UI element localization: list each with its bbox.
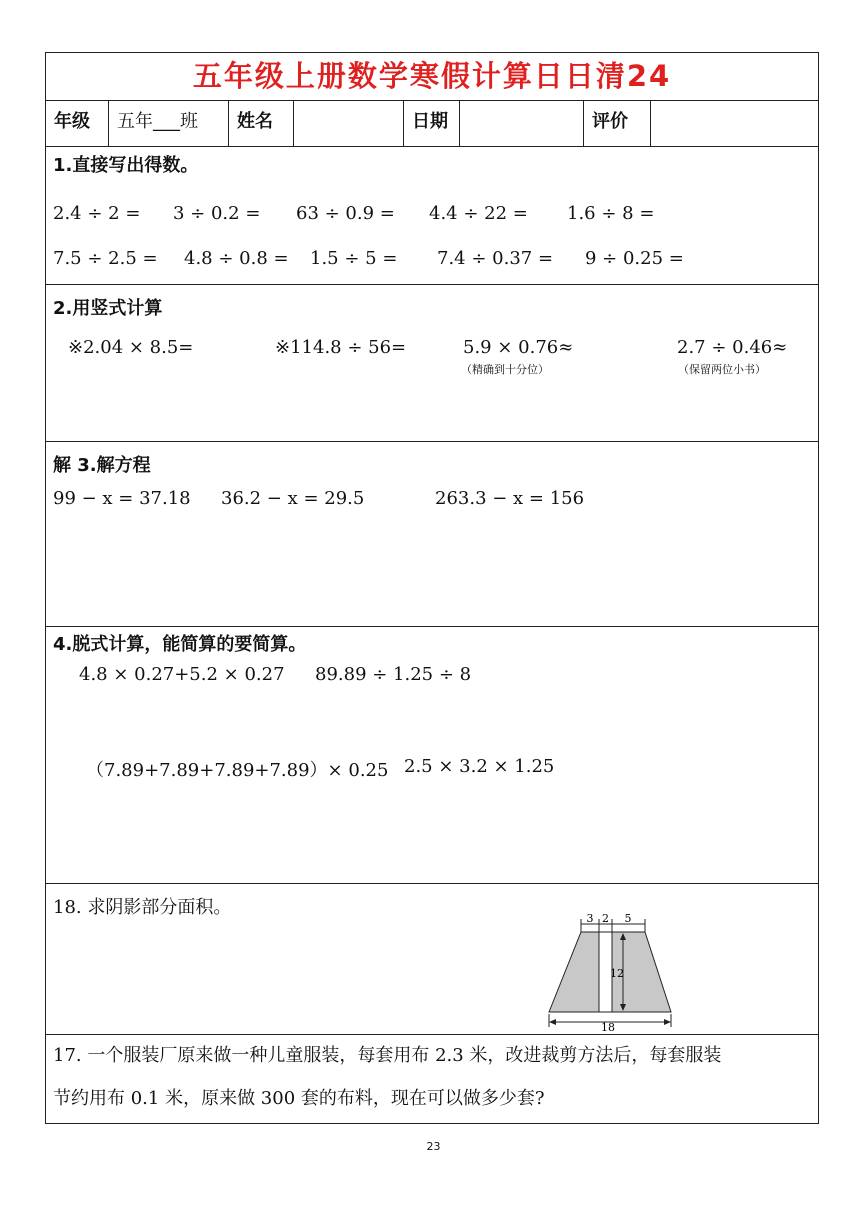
question: 3 ÷ 0.2 =: [173, 203, 261, 224]
dim-top-a: 3: [586, 912, 594, 925]
question: 9 ÷ 0.25 =: [585, 248, 684, 269]
question: 1.5 ÷ 5 =: [310, 248, 398, 269]
page-number: 23: [426, 1140, 441, 1153]
problem-line: 17. 一个服装厂原来做一种儿童服装，每套用布 2.3 米，改进裁剪方法后，每套服装: [53, 1045, 722, 1066]
date-field[interactable]: [460, 100, 584, 146]
question-note: （保留两位小书）: [678, 363, 766, 376]
section-vertical-calc: [46, 284, 818, 442]
question: 63 ÷ 0.9 =: [296, 203, 395, 224]
grade-label: 年级: [46, 100, 109, 146]
section-title: 解 3.解方程: [53, 455, 151, 476]
question: 1.6 ÷ 8 =: [567, 203, 655, 224]
question: 2.4 ÷ 2 =: [53, 203, 141, 224]
shaded-left-part: [549, 932, 599, 1012]
section-title: 4.脱式计算，能简算的要简算。: [53, 634, 307, 655]
question: 2.5 × 3.2 × 1.25: [404, 756, 555, 777]
question: 4.8 ÷ 0.8 =: [184, 248, 289, 269]
question: 2.7 ÷ 0.46≈: [677, 337, 788, 358]
class-field[interactable]: 五年___班: [109, 100, 229, 146]
dim-height: 12: [610, 967, 624, 980]
info-row: [46, 100, 818, 147]
section-title: 2.用竖式计算: [53, 298, 163, 319]
section-equations: [46, 441, 818, 627]
problem-line: 节约用布 0.1 米，原来做 300 套的布料，现在可以做多少套?: [53, 1088, 545, 1109]
question: 89.89 ÷ 1.25 ÷ 8: [315, 664, 472, 685]
question: ※2.04 × 8.5=: [68, 337, 194, 358]
section-direct-answers: [46, 146, 818, 285]
page-title: 五年级上册数学寒假计算日日清24: [46, 53, 818, 101]
dim-top-c: 5: [624, 912, 632, 925]
section-title: 1.直接写出得数。: [53, 155, 199, 176]
question: 4.4 ÷ 22 =: [429, 203, 528, 224]
name-label: 姓名: [229, 100, 294, 146]
worksheet: [45, 52, 819, 1124]
section-shaded-area: [46, 883, 818, 1035]
eval-label: 评价: [584, 100, 651, 146]
question-note: （精确到十分位）: [461, 363, 549, 376]
question: 5.9 × 0.76≈: [463, 337, 574, 358]
question-text: 18. 求阴影部分面积。: [53, 897, 232, 918]
section-step-calc: [46, 626, 818, 884]
question: 99 − x = 37.18: [53, 488, 191, 509]
question: ※114.8 ÷ 56=: [275, 337, 407, 358]
dim-top-b: 2: [602, 912, 609, 925]
dim-bottom: 18: [601, 1021, 615, 1031]
question: 7.4 ÷ 0.37 =: [437, 248, 554, 269]
name-field[interactable]: [294, 100, 404, 146]
eval-field[interactable]: [651, 100, 818, 146]
question: 263.3 − x = 156: [435, 488, 585, 509]
section-word-problem: [46, 1034, 818, 1123]
question: 36.2 − x = 29.5: [221, 488, 365, 509]
date-label: 日期: [404, 100, 460, 146]
question: （7.89+7.89+7.89+7.89）× 0.25: [86, 760, 389, 781]
question: 7.5 ÷ 2.5 =: [53, 248, 158, 269]
trapezoid-figure: [541, 911, 681, 1031]
question: 4.8 × 0.27+5.2 × 0.27: [79, 664, 285, 685]
